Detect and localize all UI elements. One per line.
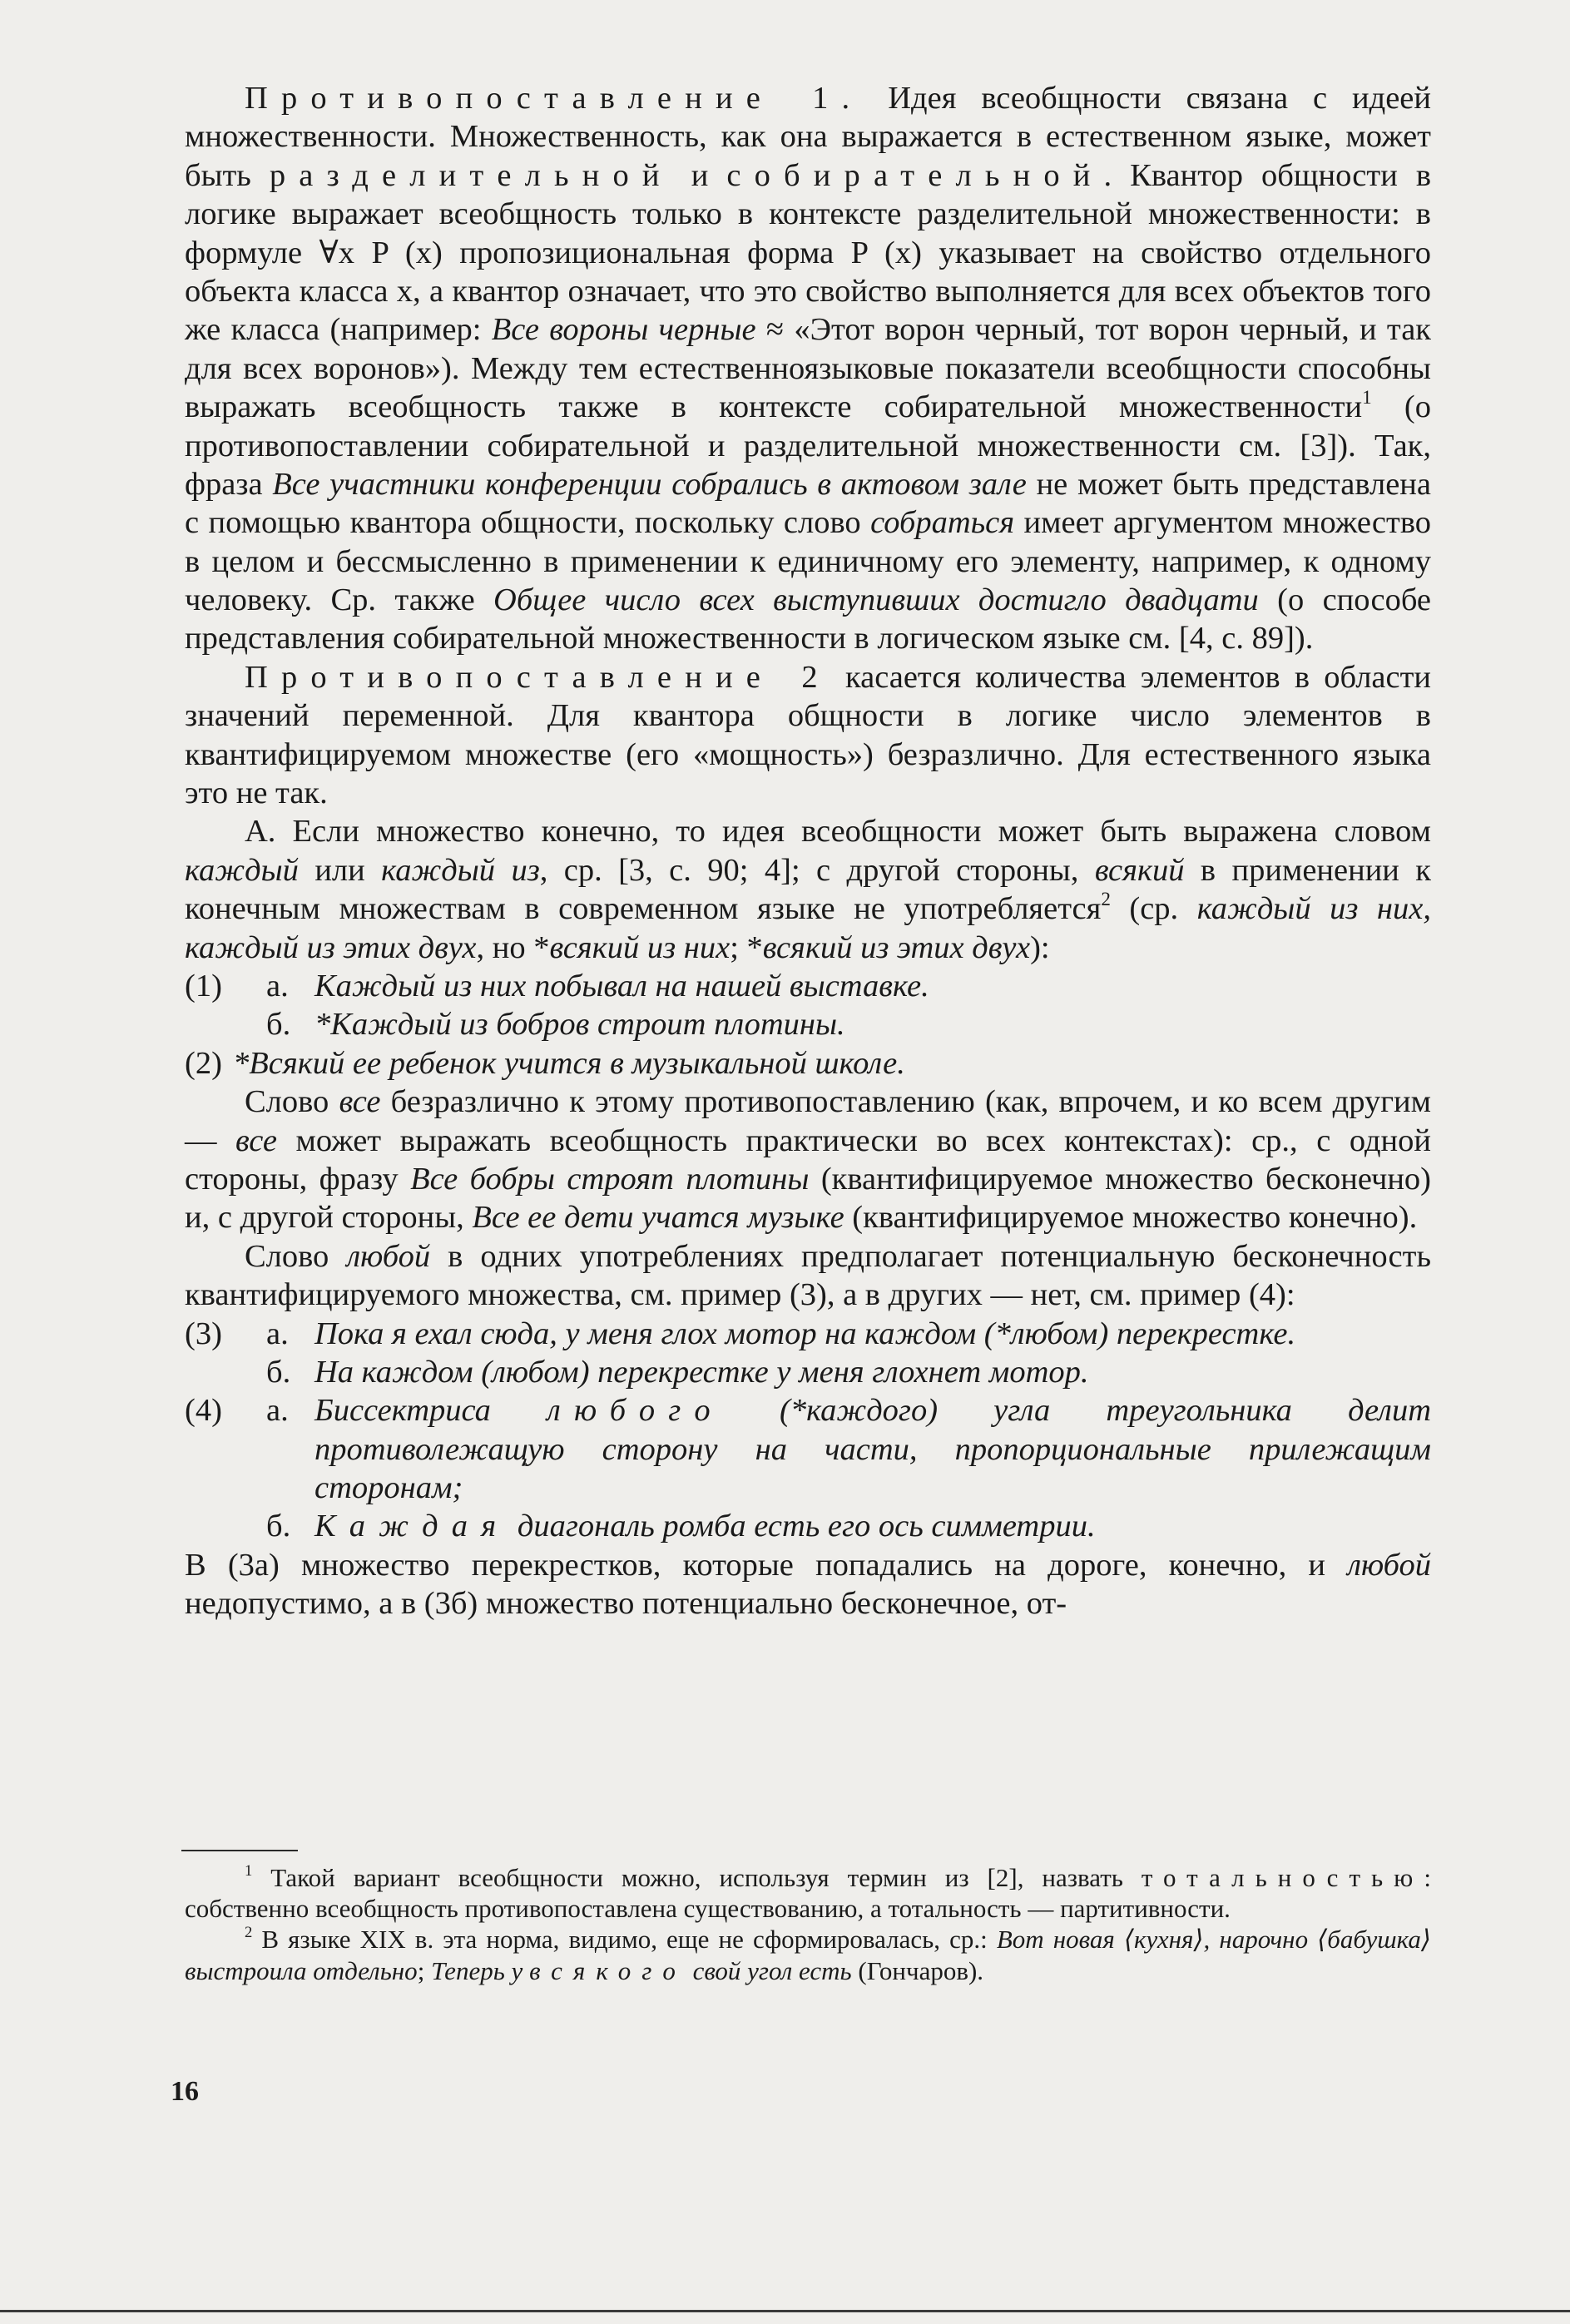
footnote-2: $^2$ В языке XIX в. эта норма, видимо, еще не сформировалась, ср.: Вот новая ⟨кухня⟩, нарочно ⟨бабушка⟩ выстроила отдельно; Теперь у всякого свой угол есть (Гончаров). bbox=[185, 1924, 1432, 1985]
paragraph-finite-set: А. Если множество конечно, то идея всеобщности может быть выражена словом каждый или каждый из, ср. [3, с. 90; 4]; с другой стороны, всякий в применении к конечным множествам в современном языке не употребляется$^2$ (ср. каждый из них, каждый из этих двух, но *всякий из них; *всякий из этих двух): bbox=[185, 814, 1432, 965]
paragraph-vse: Слово все безразлично к этому противопоставлению (как, впрочем, и ко всем другим — все может выражать всеобщность практически во всех контекстах): ср., с одной стороны, фразу Все бобры строят плотины (квантифицируемое множество бесконечно) и, с другой стороны, Все ее дети учатся музыке (квантифицируемое множество конечно). bbox=[185, 1084, 1432, 1236]
example-4b: б. Каждая диагональ ромба есть его ось симметрии. bbox=[266, 1509, 1096, 1544]
paragraph-opposition-2: Противопоставление 2 касается количества элементов в области значений переменной. Для квантора общности в логике число элементов в квантифицируемом множестве (его «мощность») безразлично. Для естественного языка это не так. bbox=[185, 659, 1432, 811]
heading-opposition-1: Противопоставление 1. bbox=[245, 81, 864, 116]
example-3a: (3) а. Пока я ехал сюда, у меня глох мотор на каждом (*любом) перекрестке. bbox=[185, 1316, 1296, 1351]
example-1a: (1) а. Каждый из них побывал на нашей выставке. bbox=[185, 968, 929, 1003]
main-text bbox=[185, 79, 1431, 1623]
paragraph-opposition-1: Противопоставление 1. Идея всеобщности связана с идеей множественности. Множественность, как она выражается в естественном языке, может быть разделительной и собирательной. Квантор общности в логике выражает всеобщность только в контексте разделительной множественности: в формуле ∀x P (x) пропозициональная форма P (x) указывает на свойство отдельного объекта класса x, а квантор означает, что это свойство выполняется для всех объектов того же класса (например: Все вороны черные ≈ «Этот ворон черный, тот ворон черный, и так для всех воронов»). Между тем естественноязыковые показатели всеобщности способны выражать всеобщность также в контексте собирательной множественности$^1$ (о противопоставлении собирательной и разделительной множественности см. [3]). Так, фраза Все участники конференции собрались в актовом зале не может быть представлена с помощью квантора общности, поскольку слово собраться имеет аргументом множество в целом и бессмысленно в применении к единичному его элементу, например, к одному человеку. Ср. также Общее число всех выступивших достигло двадцати (о способе представления собирательной множественности в логическом языке см. [4, с. 89]). bbox=[185, 81, 1432, 657]
example-1b: б. *Каждый из бобров строит плотины. bbox=[266, 1007, 845, 1043]
paragraph-3a-comment: В (3а) множество перекрестков, которые попадались на дороге, конечно, и любой недопустимо, а в (3б) множество потенциально бесконечное, от- bbox=[185, 1547, 1431, 1622]
footnote-1: $^1$ Такой вариант всеобщности можно, используя термин из [2], назвать тотальностью: собственно всеобщность противопоставлена существованию, а тотальность — партитивности. bbox=[185, 1861, 1431, 1924]
example-2: (2) *Всякий ее ребенок учится в музыкальной школе. bbox=[185, 1045, 905, 1081]
footnotes bbox=[185, 1862, 1431, 1986]
footnote-ref-2[interactable]: 2 bbox=[1101, 888, 1111, 910]
paragraph-lyuboy: Слово любой в одних употреблениях предполагает потенциальную бесконечность квантифицируемого множества, см. пример (3), а в других — нет, см. пример (4): bbox=[185, 1238, 1431, 1313]
footnote-divider bbox=[181, 1850, 298, 1851]
page-number: 16 bbox=[171, 2076, 199, 2107]
example-3b: б. На каждом (любом) перекрестке у меня глохнет мотор. bbox=[266, 1354, 1089, 1390]
example-4a: (4) а. Биссектриса любого (*каждого) угла треугольника делит противолежащую сторону на части, пропорциональные прилежащим сторонам; bbox=[185, 1393, 1431, 1506]
footnote-ref-1[interactable]: 1 bbox=[1362, 385, 1372, 408]
heading-opposition-2: Противопоставление 2 bbox=[245, 659, 831, 695]
scan-edge-line bbox=[0, 2310, 1570, 2312]
